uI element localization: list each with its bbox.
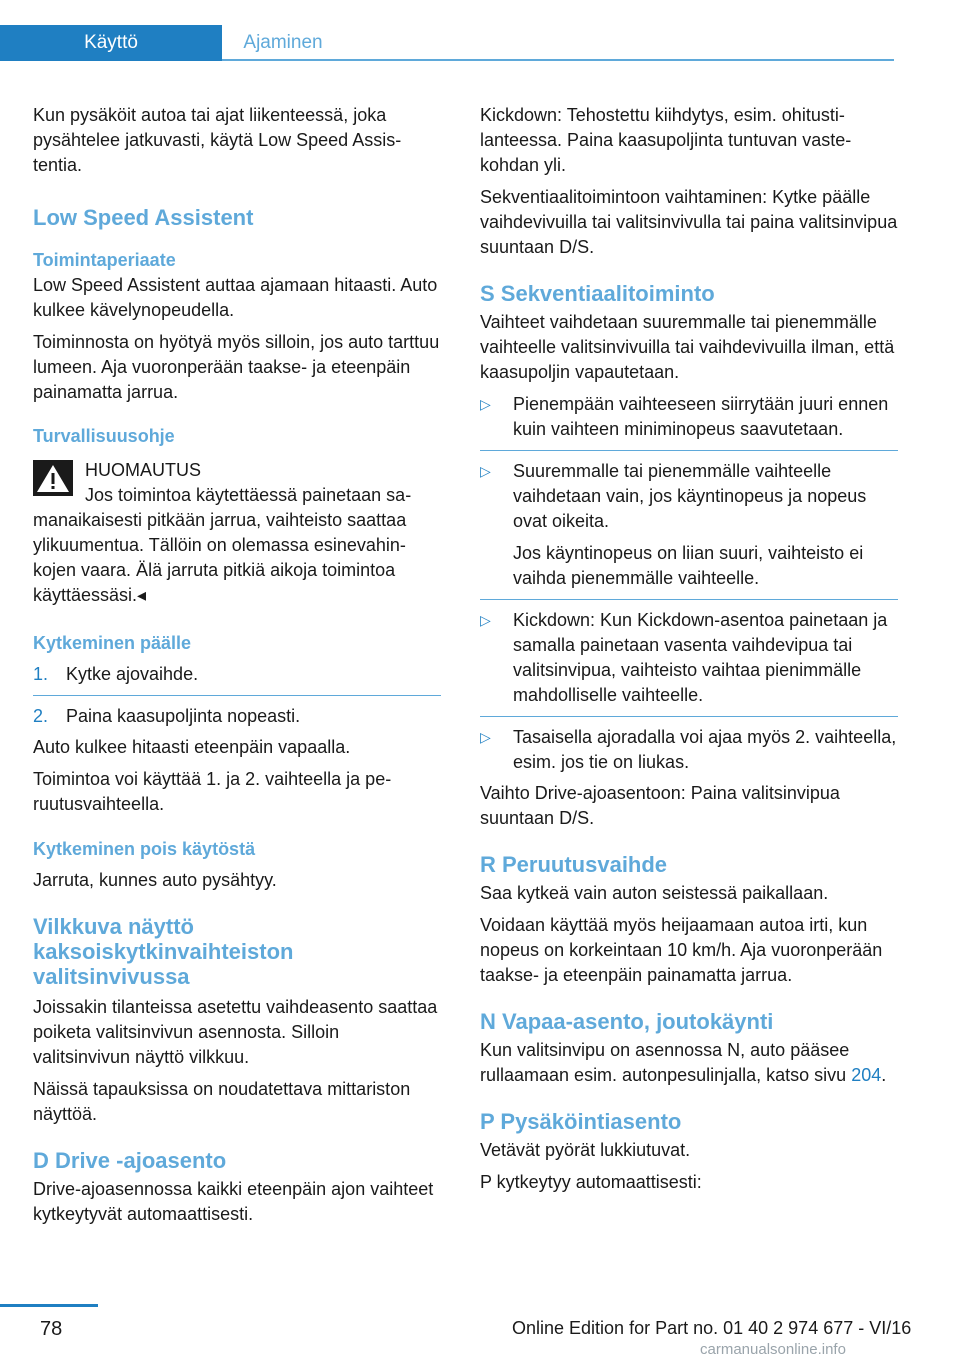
bullet-triangle-icon: ▷ bbox=[480, 463, 491, 479]
bullet-triangle-icon: ▷ bbox=[480, 396, 491, 412]
switch-off-paragraph: Jarruta, kunnes auto pysähtyy. bbox=[33, 870, 277, 890]
heading-switch-off: Kytkeminen pois käytöstä bbox=[33, 839, 256, 859]
neutral-paragraph bbox=[480, 1038, 898, 1088]
blink-paragraph-2: Näissä tapauksissa on noudatettava mittariston näyttöä. bbox=[33, 1079, 411, 1124]
step-text: Paina kaasupoljinta nopeasti. bbox=[66, 706, 301, 726]
heading-sequential: S Sekventiaalitoiminto bbox=[480, 281, 715, 306]
heading-blinking-display: Vilkkuva näyttö kaksoiskytkinvaihteiston valitsinvivussa bbox=[33, 914, 294, 989]
footer-rule bbox=[0, 1304, 98, 1307]
reverse-paragraph-2: Voidaan käyttää myös heijaamaan autoa irti, kun nopeus on korkeintaan 10 km/h. Aja vuoronperään taakse- ja eteenpäin painamatta jarrua. bbox=[480, 915, 883, 985]
warning-box bbox=[33, 458, 441, 608]
header-rule bbox=[222, 59, 894, 61]
bullet-text: Pienempään vaihteeseen siirrytään juuri ennen kuin vaihteen miniminopeus saavutetaan. bbox=[513, 394, 889, 439]
step-item bbox=[33, 662, 441, 687]
warning-text: Jos toimintoa käytettäessä painetaan samanaikaisesti pitkään jarrua, vaihteisto saattaa ylikuumentua. Tällöin on olemassa esinevahinkojen vaara. Älä jarruta pitkiä aikoja toimintoa käyttäessäsi.◂ bbox=[33, 485, 412, 605]
list-separator bbox=[480, 599, 898, 600]
heading-switch-on: Kytkeminen päälle bbox=[33, 633, 192, 653]
switch-on-paragraph-1: Auto kulkee hitaasti eteenpäin vapaalla. bbox=[33, 737, 351, 757]
bullet-text: Kickdown: Kun Kickdown-asentoa painetaan ja samalla painetaan vasenta vaihdevipua tai valitsinvipua, vaihteisto vaihtaa pienimmälle mahdolliselle vaihteelle. bbox=[513, 610, 888, 705]
bullet-text: Tasaisella ajoradalla voi ajaa myös 2. vaihteella, esim. jos tie on liukas. bbox=[513, 727, 897, 772]
watermark: carmanualsonline.info bbox=[700, 1341, 846, 1358]
heading-drive: D Drive -ajoasento bbox=[33, 1148, 227, 1173]
list-separator bbox=[480, 716, 898, 717]
page-link-204[interactable]: 204 bbox=[851, 1065, 882, 1085]
park-paragraph-2: P kytkeytyy automaattisesti: bbox=[480, 1172, 702, 1192]
warning-triangle-icon bbox=[33, 460, 73, 496]
bullet-subtext: Jos käyntinopeus on liian suuri, vaihteisto ei vaihda pienemmälle vaihteelle. bbox=[513, 543, 864, 588]
sequential-switch-paragraph: Sekventiaalitoimintoon vaihtaminen: Kytke päälle vaihdevivuilla tai valitsinvivulla tai paina valitsinvipua suuntaan D/S. bbox=[480, 187, 898, 257]
principle-paragraph-2: Toiminnosta on hyötyä myös silloin, jos auto tarttuu lumeen. Aja vuoronperään taakse- ja eteenpäin painamatta jarrua. bbox=[33, 332, 440, 402]
bullet-triangle-icon: ▷ bbox=[480, 729, 491, 745]
list-separator bbox=[33, 695, 441, 696]
bullet-triangle-icon: ▷ bbox=[480, 612, 491, 628]
step-item bbox=[33, 704, 441, 729]
warning-title: HUOMAUTUS bbox=[85, 460, 201, 480]
step-number: 2. bbox=[33, 706, 49, 726]
heading-low-speed-assistent: Low Speed Assistent bbox=[33, 205, 254, 230]
bullet-item bbox=[480, 459, 898, 591]
heading-principle: Toimintaperiaate bbox=[33, 250, 176, 270]
right-column bbox=[480, 103, 898, 1202]
heading-park: P Pysäköintiasento bbox=[480, 1109, 682, 1134]
reverse-paragraph-1: Saa kytkeä vain auton seistessä paikallaan. bbox=[480, 883, 829, 903]
step-text: Kytke ajovaihde. bbox=[66, 664, 199, 684]
heading-neutral: N Vapaa-asento, joutokäynti bbox=[480, 1009, 774, 1034]
principle-paragraph-1: Low Speed Assistent auttaa ajamaan hitaasti. Auto kulkee kävelynopeudella. bbox=[33, 275, 438, 320]
bullet-item bbox=[480, 608, 898, 708]
neutral-text-end: . bbox=[881, 1065, 887, 1085]
step-number: 1. bbox=[33, 664, 49, 684]
blink-paragraph-1: Joissakin tilanteissa asetettu vaihdeasento saattaa poiketa valitsinvivun asennosta. Silloin valitsinvivun näyttö vilkkuu. bbox=[33, 997, 438, 1067]
heading-safety: Turvallisuusohje bbox=[33, 426, 175, 446]
list-separator bbox=[480, 450, 898, 451]
switch-on-paragraph-2: Toimintoa voi käyttää 1. ja 2. vaihteella ja peruutusvaihteella. bbox=[33, 769, 392, 814]
heading-reverse: R Peruutusvaihde bbox=[480, 852, 668, 877]
neutral-text: Kun valitsinvipu on asennossa N, auto pääsee rullaamaan esim. autonpesulinjalla, katso sivu bbox=[480, 1040, 852, 1085]
left-column bbox=[33, 103, 441, 1234]
park-paragraph-1: Vetävät pyörät lukkiutuvat. bbox=[480, 1140, 691, 1160]
sequential-paragraph: Vaihteet vaihdetaan suuremmalle tai pienemmälle vaihteelle valitsinvivuilla tai vaihdevivuilla ilman, että kaasupoljin vapautetaan. bbox=[480, 312, 895, 382]
chapter-tab-section[interactable]: Ajaminen bbox=[243, 32, 323, 53]
bullet-item bbox=[480, 725, 898, 775]
kickdown-paragraph: Kickdown: Tehostettu kiihdytys, esim. ohitustilanteessa. Paina kaasupoljinta tuntuvan vastekohdan yli. bbox=[480, 105, 852, 175]
bullet-text: Suuremmalle tai pienemmälle vaihteelle vaihdetaan vain, jos käyntinopeus ja nopeus ovat oikeita. bbox=[513, 461, 867, 531]
drive-paragraph: Drive-ajoasennossa kaikki eteenpäin ajon vaihteet kytkeytyvät automaattisesti. bbox=[33, 1179, 434, 1224]
drive-return-paragraph: Vaihto Drive-ajoasentoon: Paina valitsinvipua suuntaan D/S. bbox=[480, 783, 840, 828]
bullet-item bbox=[480, 392, 898, 442]
page-number: 78 bbox=[40, 1318, 63, 1340]
chapter-tab-active[interactable]: Käyttö bbox=[0, 25, 222, 61]
intro-paragraph: Kun pysäköit autoa tai ajat liikenteessä, joka pysähtelee jatkuvasti, käytä Low Speed Assistentia. bbox=[33, 105, 402, 175]
edition-text: Online Edition for Part no. 01 40 2 974 677 - VI/16 bbox=[512, 1318, 912, 1338]
